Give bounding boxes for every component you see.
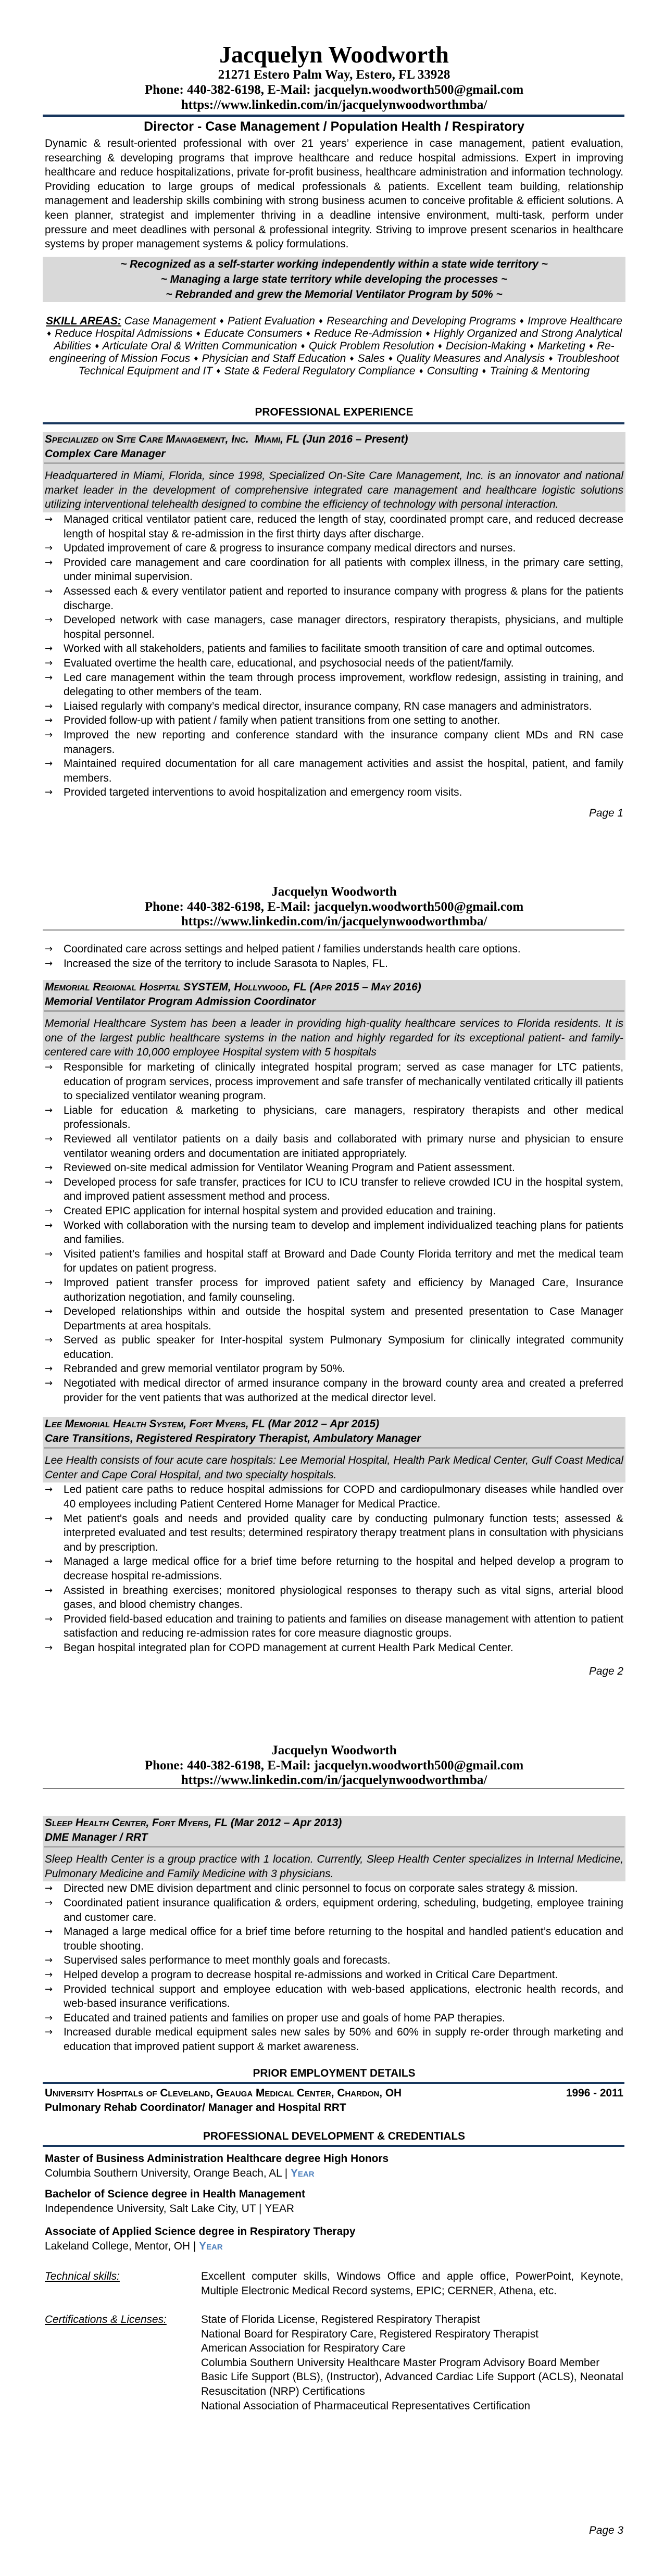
- highlight-item: ~ Rebranded and grew the Memorial Ventilator Program by 50% ~: [166, 288, 503, 300]
- job-bullets-continued: [45, 942, 623, 971]
- bullet-item: [45, 613, 623, 642]
- page-header-linkedin: https://www.linkedin.com/in/jacquelynwoodworthmba/: [181, 1773, 487, 1787]
- certification-item: National Board for Respiratory Care, Registered Respiratory Therapist: [201, 2328, 538, 2340]
- job-company: Sleep Health Center, Fort Myers, FL: [45, 1817, 228, 1829]
- job-description: Sleep Health Center is a group practice with 1 location. Currently, Sleep Health Center specializes in Internal Medicine, Pulmonary Medicine and Family Medicine with 3 physicians.: [45, 1853, 623, 1880]
- arrow-right-icon: →: [45, 1133, 53, 1145]
- arrow-right-icon: →: [45, 514, 53, 525]
- institution-line: [45, 2166, 623, 2181]
- arrow-right-icon: →: [45, 1277, 53, 1288]
- page-3: [0, 1718, 664, 2576]
- page-header-name: Jacquelyn Woodworth: [271, 885, 397, 899]
- arrow-right-icon: →: [45, 729, 53, 740]
- bullet-text: Liaised regularly with company’s medical director, insurance company, RN case managers and administrators.: [64, 700, 592, 712]
- bullet-item: [45, 1512, 623, 1555]
- bullet-text: Led patient care paths to reduce hospital admissions for COPD and cardiopulmonary diseases while handled over 40 employees including Patient Centered Home Manager for Medical Practice.: [64, 1484, 623, 1510]
- resume-name: Jacquelyn Woodworth: [219, 41, 449, 68]
- bullet-text: Began hospital integrated plan for COPD management at current Health Park Medical Center.: [64, 1641, 513, 1654]
- bullet-text: Provided care management and care coordination for all patients with complex illness, in the primary care setting, under minimal supervision.: [64, 556, 623, 583]
- arrow-right-icon: →: [45, 1484, 53, 1496]
- arrow-right-icon: →: [45, 787, 53, 798]
- prior-title: Pulmonary Rehab Coordinator/ Manager and Hospital RRT: [45, 2101, 346, 2114]
- bullet-item: [45, 1333, 623, 1362]
- education-entry: [45, 2187, 623, 2216]
- page-number: Page 3: [588, 2524, 623, 2536]
- job-header-memorial: [43, 980, 625, 1060]
- bullet-item: [45, 1612, 623, 1641]
- job-header-specialized: [43, 432, 625, 512]
- section-divider: [43, 422, 624, 424]
- diamond-separator-icon: ♦: [193, 355, 199, 362]
- diamond-separator-icon: ♦: [519, 318, 525, 325]
- diamond-separator-icon: ♦: [481, 368, 487, 375]
- skill-areas: [45, 315, 623, 378]
- page-2: [0, 859, 664, 1718]
- bullet-item: [45, 2011, 623, 2026]
- header-divider: [43, 115, 624, 117]
- address: 21271 Estero Palm Way, Estero, FL 33928: [218, 68, 450, 82]
- bullet-item: [45, 1482, 623, 1511]
- bullet-text: Reviewed all ventilator patients on a daily basis and collaborated with primary nurse and physician to ensure ventilator weaning orders and documentation are initiated appropriately.: [64, 1133, 623, 1160]
- bullet-text: Increased durable medical equipment sales new sales by 50% and 60% in supply re-order through marketing and education that improved patient support & market awareness.: [64, 2026, 623, 2053]
- skill-item: Marketing: [537, 340, 585, 352]
- skill-item: Patient Evaluation: [227, 315, 315, 327]
- highlights-box: [43, 257, 625, 302]
- page-header-contact: Phone: 440-382-6198, E-Mail: jacquelyn.woodworth500@gmail.com: [144, 899, 524, 914]
- skill-item: Quick Problem Resolution: [308, 340, 434, 352]
- bullet-text: Managed a large medical office for a brief time before returning to the hospital and handled patient’s education and trouble shooting.: [64, 1926, 623, 1952]
- section-divider: [43, 2082, 624, 2084]
- bullet-text: Responsible for marketing of clinically integrated hospital program; served as case manager for LTC patients, education of program services, process improvement and safe transfer of mechanically ventilated critically ill patients to specialized ventilator weaning program.: [64, 1061, 623, 1102]
- arrow-right-icon: →: [45, 1897, 53, 1908]
- diamond-separator-icon: ♦: [437, 343, 443, 350]
- highlight-item: ~ Managing a large state territory while developing the processes ~: [160, 273, 508, 285]
- skill-item: Sales: [357, 353, 385, 365]
- arrow-right-icon: →: [45, 1248, 53, 1260]
- arrow-right-icon: →: [45, 1306, 53, 1317]
- separator: |: [284, 2167, 288, 2179]
- bullet-text: Provided field-based education and training to patients and families on disease management with attention to patient satisfaction and reducing re-admission rates for core measure diagnostic groups.: [64, 1613, 623, 1640]
- bullet-item: [45, 556, 623, 584]
- bullet-text: Improved patient transfer process for improved patient safety and efficiency by Managed Care, Insurance authorization negotiation, and family counseling.: [64, 1276, 623, 1303]
- job-header-sleep-health: [43, 1816, 625, 1881]
- arrow-right-icon: →: [45, 958, 53, 969]
- technical-skills-label: Technical skills:: [45, 2270, 120, 2282]
- bullet-item: [45, 671, 623, 699]
- job-dates: (Mar 2012 – Apr 2013): [230, 1817, 342, 1829]
- bullet-text: Visited patient’s families and hospital staff at Broward and Dade County Florida territory and met the medical team for updates on patient progress.: [64, 1248, 623, 1275]
- job-bullets: [45, 512, 623, 800]
- page-header-divider: [43, 1788, 624, 1789]
- institution: Independence University, Salt Lake City, UT: [45, 2202, 256, 2215]
- bullet-text: Served as public speaker for Inter-hospital system Pulmonary Symposium for clinically integrated community education.: [64, 1334, 623, 1361]
- bullet-text: Developed network with case managers, case manager directors, respiratory therapists, physicians, and multiple hospital personnel.: [64, 614, 623, 640]
- diamond-separator-icon: ♦: [195, 330, 202, 337]
- bullet-item: [45, 642, 623, 656]
- bullet-item: [45, 1953, 623, 1968]
- skill-item: Reduce Re-Admission: [314, 328, 422, 340]
- degree: Master of Business Administration Healthcare degree High Honors: [45, 2153, 389, 2165]
- arrow-right-icon: →: [45, 1162, 53, 1174]
- bullet-item: [45, 584, 623, 613]
- page-header-name: Jacquelyn Woodworth: [271, 1743, 397, 1757]
- diamond-separator-icon: ♦: [425, 330, 431, 337]
- skill-item: Reduce Hospital Admissions: [55, 328, 193, 340]
- job-title: Complex Care Manager: [45, 447, 166, 460]
- bullet-item: [45, 1982, 623, 2011]
- bullet-text: Provided technical support and employee education with web-based applications, electronic health records, and web-based insurance verifications.: [64, 1983, 623, 2010]
- bullet-item: [45, 942, 623, 957]
- job-header-lee: [43, 1417, 625, 1482]
- bullet-text: Rebranded and grew memorial ventilator program by 50%.: [64, 1363, 345, 1375]
- arrow-right-icon: →: [45, 944, 53, 954]
- bullet-text: Reviewed on-site medical admission for Ventilator Weaning Program and Patient assessment.: [64, 1162, 515, 1174]
- certifications-label: Certifications & Licenses:: [45, 2314, 167, 2326]
- job-company: Specialized on Site Care Management, Inc. Miami, FL: [45, 433, 300, 445]
- diamond-separator-icon: ♦: [387, 355, 394, 362]
- arrow-right-icon: →: [45, 1335, 53, 1346]
- arrow-right-icon: →: [45, 1062, 53, 1073]
- skill-item: Case Management: [124, 315, 216, 327]
- bullet-item: [45, 541, 623, 556]
- certification-item: American Association for Respiratory Care: [201, 2342, 406, 2355]
- bullet-text: Increased the size of the territory to include Sarasota to Naples, FL.: [64, 957, 388, 970]
- bullet-text: Met patient's goals and needs and provided quality care by conducting pulmonary function tests; assessed & interpreted evaluated and test results; determined respiratory therapy treatment plans in consultation with physicians and by prescription.: [64, 1512, 623, 1553]
- arrow-right-icon: →: [45, 1205, 53, 1216]
- arrow-right-icon: →: [45, 700, 53, 712]
- arrow-right-icon: →: [45, 1176, 53, 1188]
- bullet-item: [45, 1641, 623, 1655]
- bullet-text: Developed process for safe transfer, practices for ICU to ICU transfer to relieve crowded ICU in the hospital system, and improved patient assessment method and process.: [64, 1176, 623, 1203]
- job-company: Memorial Regional Hospital SYSTEM, Hollywood, FL: [45, 981, 307, 993]
- job-company-line: [43, 1816, 625, 1830]
- bullet-item: [45, 1881, 623, 1896]
- bullet-item: [45, 1204, 623, 1218]
- institution-line: [45, 2202, 623, 2216]
- bullet-item: [45, 1247, 623, 1276]
- arrow-right-icon: →: [45, 672, 53, 683]
- arrow-right-icon: →: [45, 1585, 53, 1596]
- degree: Associate of Applied Science degree in Respiratory Therapy: [45, 2226, 356, 2238]
- bullet-item: [45, 757, 623, 785]
- diamond-separator-icon: ♦: [349, 355, 355, 362]
- certification-item: National Association of Pharmaceutical Representatives Certification: [201, 2399, 531, 2412]
- section-heading-credentials: PROFESSIONAL DEVELOPMENT & CREDENTIALS: [203, 2130, 465, 2142]
- skill-item: Highly Organized and Strong Analytical Abilities: [54, 328, 622, 352]
- job-title: DME Manager / RRT: [45, 1831, 148, 1843]
- arrow-right-icon: →: [45, 1104, 53, 1116]
- job-company-line: [43, 432, 625, 447]
- page-number: Page 2: [588, 1665, 623, 1677]
- bullet-item: [45, 1218, 623, 1247]
- summary-paragraph: Dynamic & result-oriented professional with over 21 years’ experience in case management, patient evaluation, researching & developing programs that improve healthcare and reduce hospital admissions. Expert in improving healthcare and reduce hospitalizations, private for-profit business, healthcare administration and information technology. Providing education to large groups of medical professionals & patients. Excellent team building, relationship management and leadership skills combining with strong business acumen to conceive profitable & efficient solutions. A keen planner, strategist and implementer thriving in a deadline intensive environment, multi-task, perform under pressure and meet deadlines with personal & professional integrity. Striving to improve present scenarios in healthcare systems by proper management systems & policy formulations.: [45, 137, 623, 250]
- diamond-separator-icon: ♦: [548, 355, 554, 362]
- arrow-right-icon: →: [45, 657, 53, 669]
- highlight-item: ~ Recognized as a self-starter working independently within a state wide territory ~: [120, 258, 548, 270]
- bullet-item: [45, 656, 623, 671]
- bullet-text: Educated and trained patients and families on proper use and goals of home PAP therapies.: [64, 2012, 505, 2024]
- arrow-right-icon: →: [45, 1969, 53, 1980]
- job-description: Headquartered in Miami, Florida, since 1998, Specialized On-Site Care Management, Inc. is an innovator and national market leader in the development of comprehensive integrated care management and healthcare logistic solutions utilizing interventional telehealth designed to combine the efficiency of technology with personal interaction.: [45, 470, 623, 511]
- arrow-right-icon: →: [45, 2027, 53, 2038]
- diamond-separator-icon: ♦: [219, 318, 225, 325]
- arrow-right-icon: →: [45, 1363, 53, 1375]
- job-title: Memorial Ventilator Program Admission Coordinator: [45, 995, 316, 1008]
- job-description: Memorial Healthcare System has been a leader in providing high-quality healthcare services to Florida residents. It is one of the largest public healthcare systems in the nation and highly regarded for its exceptional patient- and family-centered care with 10,000 employee Hospital system with 5 hospitals: [45, 1017, 623, 1059]
- arrow-right-icon: →: [45, 585, 53, 597]
- bullet-item: [45, 1376, 623, 1405]
- diamond-separator-icon: ♦: [529, 343, 535, 350]
- page-header-divider: [43, 929, 624, 931]
- skill-list: [46, 315, 622, 377]
- bullet-item: [45, 713, 623, 728]
- arrow-right-icon: →: [45, 1983, 53, 1995]
- arrow-right-icon: →: [45, 543, 53, 554]
- diamond-separator-icon: ♦: [94, 343, 100, 350]
- page-header-contact: Phone: 440-382-6198, E-Mail: jacquelyn.woodworth500@gmail.com: [144, 1758, 524, 1773]
- certification-item: Basic Life Support (BLS), (Instructor), Advanced Cardiac Life Support (ACLS), Neonatal Resuscitation (NRP) Certifications: [201, 2371, 623, 2397]
- arrow-right-icon: →: [45, 758, 53, 770]
- bullet-text: Evaluated overtime the health care, educational, and psychosocial needs of the patient/family.: [64, 657, 514, 669]
- skill-item: Researching and Developing Programs: [327, 315, 516, 327]
- bullet-text: Liable for education & marketing to physicians, care managers, respiratory therapists and other medical professionals.: [64, 1104, 623, 1131]
- job-dates: (Apr 2015 – May 2016): [309, 981, 421, 993]
- separator: |: [193, 2240, 196, 2252]
- bullet-text: Provided targeted interventions to avoid hospitalization and emergency room visits.: [64, 786, 462, 799]
- arrow-right-icon: →: [45, 614, 53, 626]
- bullet-text: Provided follow-up with patient / family when patient transitions from one setting to another.: [64, 714, 500, 727]
- bullet-item: [45, 699, 623, 714]
- diamond-separator-icon: ♦: [46, 330, 52, 337]
- section-heading-experience: PROFESSIONAL EXPERIENCE: [255, 406, 414, 418]
- bullet-text: Managed a large medical office for a brief time before returning to the hospital and helped develop a program to decrease hospital re-admissions.: [64, 1555, 623, 1582]
- bullet-item: [45, 1925, 623, 1953]
- bullet-text: Updated improvement of care & progress to insurance company medical directors and nurses.: [64, 542, 516, 555]
- skill-item: Articulate Oral & Written Communication: [102, 340, 297, 352]
- arrow-right-icon: →: [45, 1378, 53, 1389]
- bullet-text: Improved the new reporting and conference standard with the insurance company client MDs and RN case managers.: [64, 728, 623, 756]
- skill-item: Decision-Making: [446, 340, 526, 352]
- skill-item: Training & Mentoring: [490, 365, 590, 377]
- bullet-item: [45, 512, 623, 541]
- linkedin-url: https://www.linkedin.com/in/jacquelynwoodworthmba/: [181, 98, 487, 112]
- bullet-item: [45, 1060, 623, 1103]
- arrow-right-icon: →: [45, 2012, 53, 2024]
- bullet-item: [45, 957, 623, 971]
- arrow-right-icon: →: [45, 715, 53, 726]
- skill-areas-label: SKILL AREAS:: [46, 315, 121, 327]
- separator: |: [259, 2202, 262, 2215]
- page-number: Page 1: [588, 807, 623, 819]
- prior-dates: 1996 - 2011: [566, 2087, 623, 2099]
- job-bullets: [45, 1482, 623, 1655]
- job-bullets: [45, 1060, 623, 1405]
- job-company: Lee Memorial Health System, Fort Myers, FL: [45, 1418, 265, 1430]
- section-heading-prior-employment: PRIOR EMPLOYMENT DETAILS: [253, 2067, 416, 2079]
- bullet-text: Developed relationships within and outside the hospital system and presented presentation to Case Manager Departments at area hospitals.: [64, 1305, 623, 1332]
- bullet-item: [45, 1584, 623, 1612]
- arrow-right-icon: →: [45, 1556, 53, 1567]
- arrow-right-icon: →: [45, 1613, 53, 1625]
- bullet-text: Coordinated care across settings and helped patient / families understands health care options.: [64, 943, 521, 955]
- skill-item: Troubleshoot Technical Equipment and IT: [78, 353, 619, 377]
- bullet-text: Worked with collaboration with the nursing team to develop and implement individualized teaching plans for patients and families.: [64, 1219, 623, 1246]
- arrow-right-icon: →: [45, 1642, 53, 1653]
- arrow-right-icon: →: [45, 557, 53, 568]
- bullet-item: [45, 1554, 623, 1583]
- bullet-item: [45, 1304, 623, 1333]
- degree-year: YEAR: [265, 2202, 294, 2215]
- institution: Lakeland College, Mentor, OH: [45, 2240, 191, 2252]
- bullet-text: Managed critical ventilator patient care, reduced the length of stay, coordinated prompt care, and reduced decrease length of hospital stay & re-admission in the first thirty days after discharge.: [64, 513, 623, 540]
- page-header-linkedin: https://www.linkedin.com/in/jacquelynwoodworthmba/: [181, 914, 487, 928]
- bullet-item: [45, 785, 623, 800]
- degree-year: Year: [199, 2240, 223, 2252]
- bullet-text: Coordinated patient insurance qualification & orders, equipment ordering, scheduling, budgeting, employee training and customer care.: [64, 1896, 623, 1924]
- education-entry: [45, 2225, 623, 2253]
- skill-item: Physician and Staff Education: [202, 353, 346, 365]
- bullet-item: [45, 728, 623, 757]
- bullet-text: Supervised sales performance to meet monthly goals and forecasts.: [64, 1954, 391, 1967]
- bullet-item: [45, 1132, 623, 1161]
- arrow-right-icon: →: [45, 1513, 53, 1524]
- bullet-item: [45, 1175, 623, 1204]
- diamond-separator-icon: ♦: [300, 343, 306, 350]
- technical-skills-value: Excellent computer skills, Windows Office and apple office, PowerPoint, Keynote, Multiple Electronic Medical Record systems, EPIC; CERNER, Athena, etc.: [201, 2270, 623, 2297]
- institution: Columbia Southern University, Orange Beach, AL: [45, 2167, 282, 2179]
- bullet-text: Negotiated with medical director of armed insurance company in the broward county area and created a preferred provider for the vent patients that was authorized at the medical director level.: [64, 1377, 623, 1404]
- education-entry: [45, 2152, 623, 2180]
- bullet-item: [45, 1968, 623, 1982]
- headline: Director - Case Management / Population Health / Respiratory: [144, 119, 524, 134]
- diamond-separator-icon: ♦: [588, 343, 594, 350]
- job-company-line: [43, 1417, 625, 1431]
- contact-line: Phone: 440-382-6198, E-Mail: jacquelyn.woodworth500@gmail.com: [144, 83, 524, 97]
- degree: Bachelor of Science degree in Health Management: [45, 2188, 306, 2200]
- bullet-text: Helped develop a program to decrease hospital re-admissions and worked in Critical Care Department.: [64, 1968, 558, 1981]
- skill-item: Educate Consumers: [204, 328, 303, 340]
- certifications-list: [201, 2313, 623, 2413]
- job-description: Lee Health consists of four acute care hospitals: Lee Memorial Hospital, Health Park Medical Center, Gulf Coast Medical Center and Cape Coral Hospital, and two specialty hospitals.: [45, 1454, 623, 1481]
- arrow-right-icon: →: [45, 1955, 53, 1966]
- bullet-item: [45, 1276, 623, 1304]
- job-title: Care Transitions, Registered Respiratory Therapist, Ambulatory Manager: [45, 1432, 421, 1444]
- degree-year: Year: [291, 2167, 315, 2179]
- job-dates: (Mar 2012 – Apr 2015): [268, 1418, 380, 1430]
- bullet-text: Worked with all stakeholders, patients and families to facilitate smooth transition of care and optimal outcomes.: [64, 643, 595, 655]
- prior-organization: University Hospitals of Cleveland, Geauga Medical Center, Chardon, OH: [45, 2087, 402, 2099]
- diamond-separator-icon: ♦: [318, 318, 324, 325]
- bullet-item: [45, 1103, 623, 1132]
- arrow-right-icon: →: [45, 1883, 53, 1894]
- bullet-item: [45, 1896, 623, 1925]
- bullet-text: Led care management within the team through process improvement, workflow redesign, assisting in training, and delegating to other members of the team.: [64, 671, 623, 698]
- skill-item: Consulting: [427, 365, 479, 377]
- bullet-item: [45, 1161, 623, 1175]
- skill-item: Improve Healthcare: [528, 315, 622, 327]
- diamond-separator-icon: ♦: [418, 368, 424, 375]
- bullet-text: Maintained required documentation for all care management activities and assist the hospital, patient, and family members.: [64, 758, 623, 784]
- bullet-item: [45, 1362, 623, 1376]
- bullet-text: Created EPIC application for internal hospital system and provided education and training.: [64, 1204, 496, 1217]
- section-divider: [43, 2145, 624, 2147]
- arrow-right-icon: →: [45, 1926, 53, 1938]
- certification-item: State of Florida License, Registered Respiratory Therapist: [201, 2314, 480, 2326]
- job-company-line: [43, 980, 625, 995]
- skill-item: State & Federal Regulatory Compliance: [224, 365, 416, 377]
- job-bullets: [45, 1881, 623, 2054]
- skill-item: Quality Measures and Analysis: [396, 353, 545, 365]
- diamond-separator-icon: ♦: [215, 368, 221, 375]
- bullet-item: [45, 2025, 623, 2054]
- bullet-text: Assessed each & every ventilator patient and reported to insurance company with progress & plans for the patients discharge.: [64, 585, 623, 612]
- certification-item: Columbia Southern University Healthcare Master Program Advisory Board Member: [201, 2356, 600, 2369]
- bullet-text: Assisted in breathing exercises; monitored physiological responses to therapy such as vital signs, arterial blood gases, and blood chemistry changes.: [64, 1584, 623, 1611]
- prior-employment-entry: [45, 2086, 623, 2115]
- arrow-right-icon: →: [45, 1220, 53, 1231]
- diamond-separator-icon: ♦: [305, 330, 311, 337]
- bullet-text: Directed new DME division department and clinic personnel to focus on corporate sales strategy & mission.: [64, 1882, 578, 1895]
- arrow-right-icon: →: [45, 643, 53, 655]
- prior-employment-row: [45, 2086, 623, 2101]
- institution-line: [45, 2239, 623, 2254]
- page-1: [0, 0, 664, 859]
- job-dates: (Jun 2016 – Present): [302, 433, 408, 445]
- skill-item: Re-engineering of Mission Focus: [49, 340, 615, 365]
